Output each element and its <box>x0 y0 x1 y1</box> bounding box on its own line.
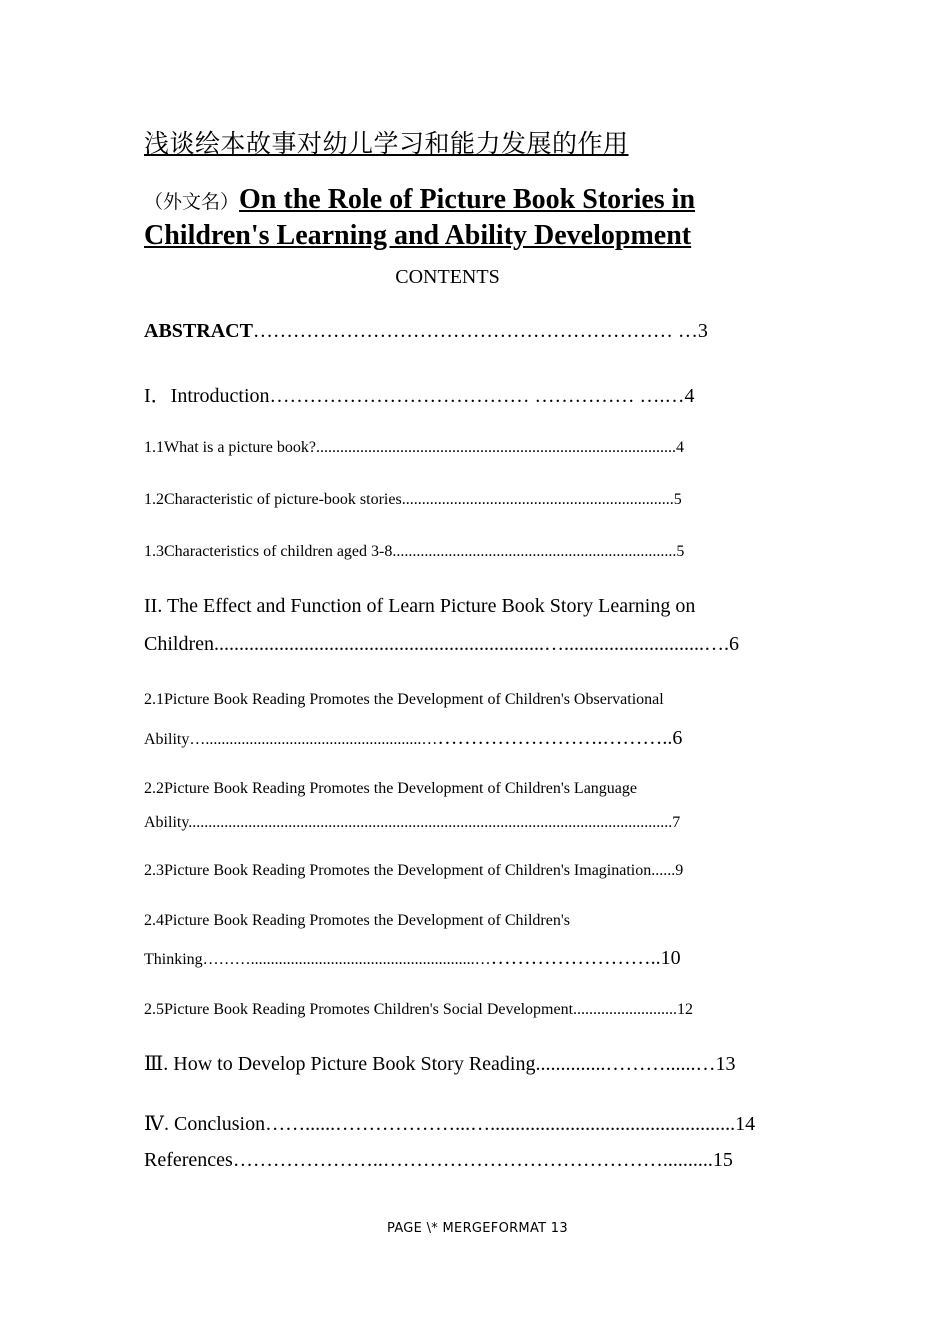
english-title-line-1: On the Role of Picture Book Stories in <box>239 184 696 215</box>
chinese-title: 浅谈绘本故事对幼儿学习和能力发展的作用 <box>144 129 629 158</box>
toc-entry-2-line-2: Children..................................................................…............................….6 <box>144 633 739 655</box>
toc-entry-2-1-line-1: 2.1Picture Book Reading Promotes the Development of Children's Observational <box>144 691 664 708</box>
toc-abstract-label: ABSTRACT <box>144 320 253 342</box>
page-footer-field: PAGE \* MERGEFORMAT 13 <box>387 1221 568 1236</box>
toc-entry-2-1-line-2 <box>144 727 806 750</box>
toc-entry-3: Ⅲ. How to Develop Picture Book Story Reading..............………......…13 <box>144 1053 736 1075</box>
toc-2-1-leader-a: Ability…......................................................… <box>144 731 438 748</box>
toc-entry-2-2-line-1: 2.2Picture Book Reading Promotes the Development of Children's Language <box>144 780 638 797</box>
toc-entry-2-3: 2.3Picture Book Reading Promotes the Development of Children's Imagination......9 <box>144 862 684 879</box>
toc-2-4-leader-a: Thinking……… <box>144 951 251 968</box>
toc-2-1-leader-b: …………………….………..6 <box>437 727 683 749</box>
toc-entry-4: Ⅳ. Conclusion……......………………...….................................................14 <box>144 1113 756 1135</box>
toc-entry-2-line-1: II. The Effect and Function of Learn Picture Book Story Learning on <box>144 595 696 617</box>
toc-entry-1-1: 1.1What is a picture book?..........................................................................................4 <box>144 439 684 456</box>
toc-entry-2-5: 2.5Picture Book Reading Promotes Children's Social Development..........................12 <box>144 1001 694 1018</box>
toc-entry-1-3: 1.3Characteristics of children aged 3-8.......................................................................5 <box>144 543 685 560</box>
toc-entry-2-4-line-1: 2.4Picture Book Reading Promotes the Development of Children's <box>144 912 570 929</box>
toc-abstract-leader: ……………………………………………………… …3 <box>252 320 708 342</box>
toc-entry-introduction: I．Introduction………………………………… …………… ….…4 <box>144 385 695 407</box>
toc-2-4-leader-b: ........................................................… <box>250 951 491 968</box>
toc-2-4-leader-c: ……………………..10 <box>490 947 681 969</box>
toc-entry-1-2: 1.2Characteristic of picture-book stories....................................................................5 <box>144 491 682 508</box>
english-title-block <box>144 183 764 252</box>
toc-entry-2-2-line-2: Ability.........................................................................................................................7 <box>144 814 681 831</box>
english-title-line-2: Children's Learning and Ability Development <box>144 220 692 251</box>
toc-entry-references: References…………………..……………………………………..........15 <box>144 1149 733 1171</box>
foreign-name-label: （外文名） <box>144 191 240 213</box>
toc-entry-abstract <box>144 320 806 343</box>
contents-heading: CONTENTS <box>395 266 500 288</box>
toc-entry-2-4-line-2 <box>144 947 806 970</box>
